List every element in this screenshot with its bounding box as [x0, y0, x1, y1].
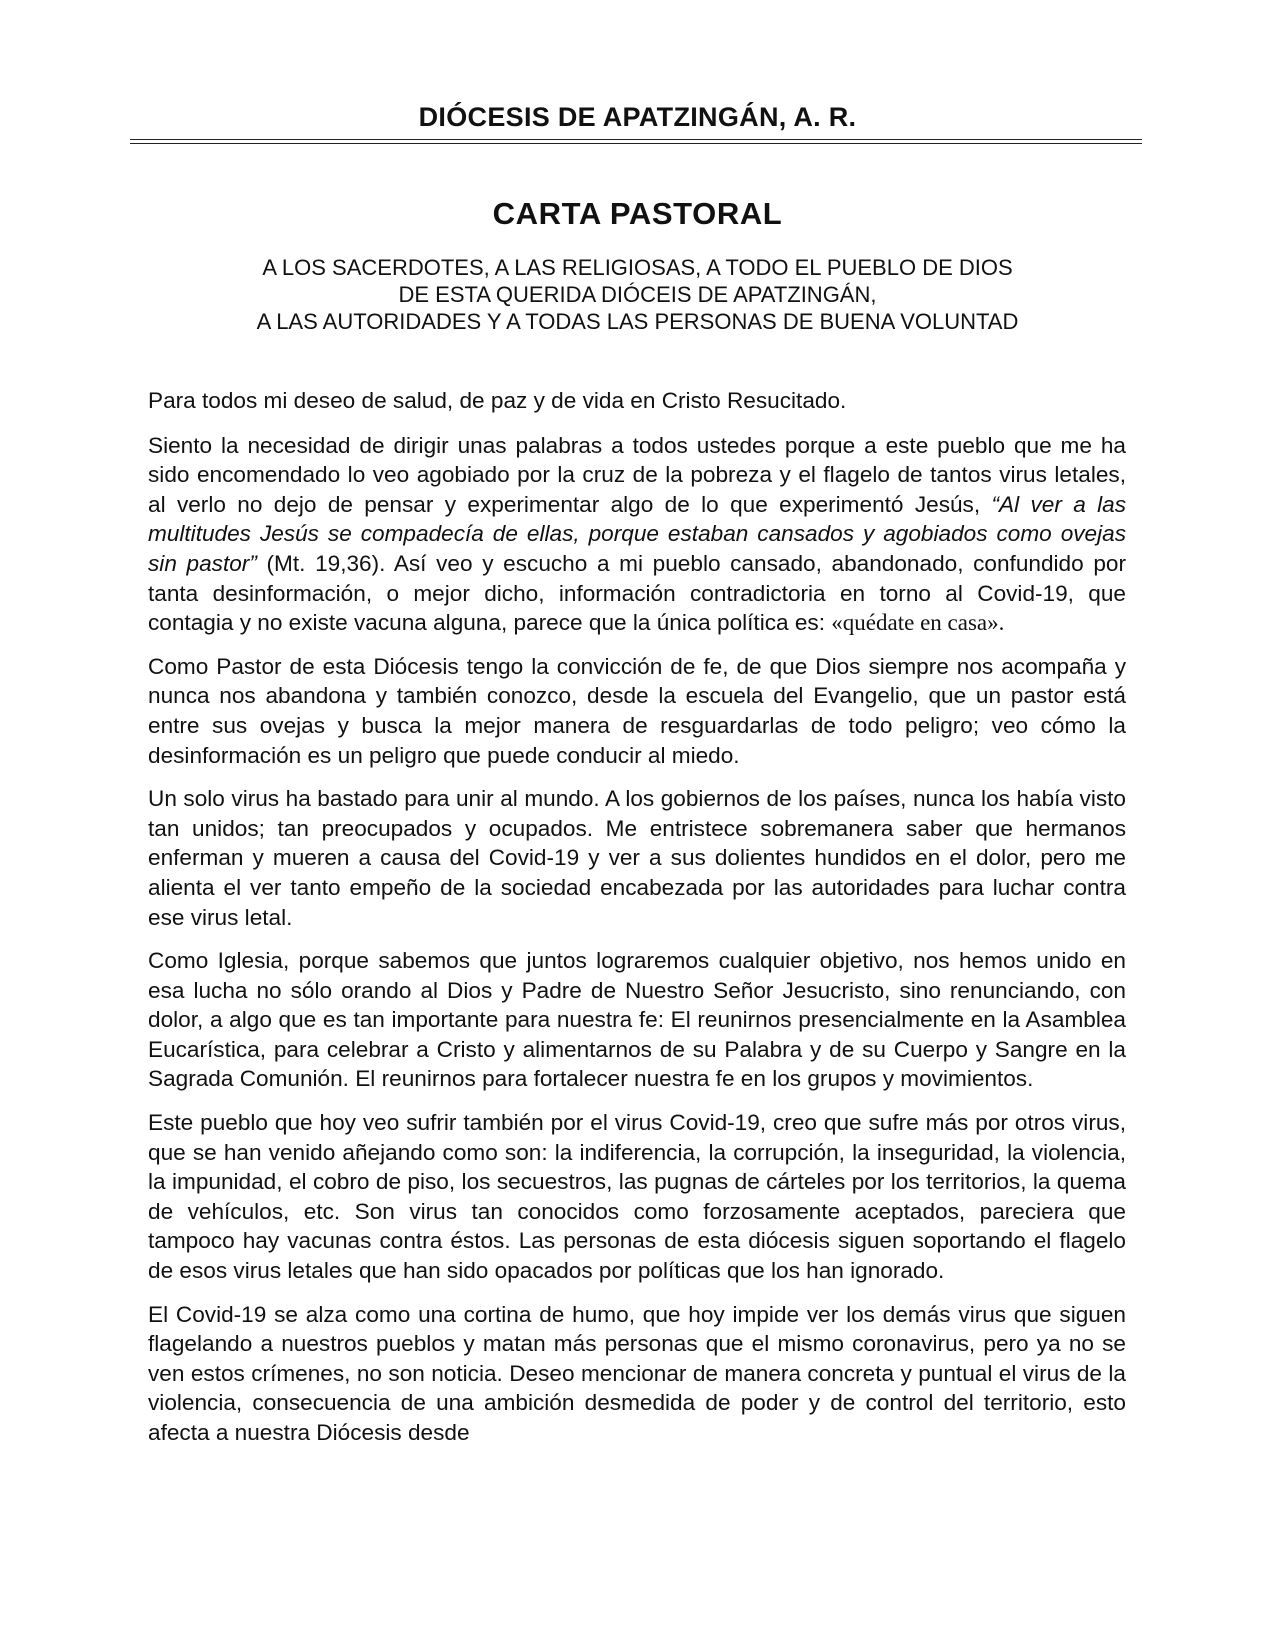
paragraph-1 — [148, 431, 1126, 638]
addressee-line-1: A LOS SACERDOTES, A LAS RELIGIOSAS, A TODO EL PUEBLO DE DIOS — [262, 255, 1013, 280]
addressee-line-3: A LAS AUTORIDADES Y A TODAS LAS PERSONAS DE BUENA VOLUNTAD — [256, 309, 1019, 334]
letter-body — [148, 386, 1126, 1462]
paragraph-4: Como Iglesia, porque sabemos que juntos lograremos cualquier objetivo, nos hemos unido en esa lucha no sólo orando al Dios y Padre de Nuestro Señor Jesucristo, sino renunciando, con dolor, a algo que es tan importante para nuestra fe: El reunirnos presencialmente en la Asamblea Eucarística, para celebrar a Cristo y alimentarnos de su Palabra y de su Cuerpo y Sangre en la Sagrada Comunión. El reunirnos para fortalecer nuestra fe en los grupos y movimientos. — [148, 948, 1126, 1092]
paragraph-2: Como Pastor de esta Diócesis tengo la convicción de fe, de que Dios siempre nos acompaña y nunca nos abandona y también conozco, desde la escuela del Evangelio, que un pastor está entre sus ovejas y busca la mejor manera de resguardarlas de todo peligro; veo cómo la desinformación es un peligro que puede conducir al miedo. — [148, 653, 1126, 768]
paragraph-3: Un solo virus ha bastado para unir al mundo. A los gobiernos de los países, nunca los había visto tan unidos; tan preocupados y ocupados. Me entristece sobremanera saber que hermanos enferman y mueren a causa del Covid-19 y ver a sus dolientes hundidos en el dolor, pero me alienta el ver tanto empeño de la sociedad encabezada por las autoridades para luchar contra ese virus letal. — [148, 786, 1126, 930]
document-title: CARTA PASTORAL — [492, 196, 783, 231]
heading-rule-bottom — [130, 143, 1142, 144]
heading-rule-top — [130, 139, 1142, 140]
addressee-line-2: DE ESTA QUERIDA DIÓCEIS DE APATZINGÁN, — [398, 282, 877, 307]
stay-home-phrase: «quédate en casa». — [831, 610, 1005, 636]
paragraph-5: Este pueblo que hoy veo sufrir también por el virus Covid-19, creo que sufre más por otros virus, que se han venido añejando como son: la indiferencia, la corrupción, la inseguridad, la violencia, la impunidad, el cobro de piso, los secuestros, las pugnas de cárteles por los territorios, la quema de vehículos, etc. Son virus tan conocidos como forzosamente aceptados, pareciera que tampoco hay vacunas contra éstos. Las personas de esta diócesis siguen soportando el flagelo de esos virus letales que han sido opacados por políticas que los han ignorado. — [148, 1110, 1126, 1284]
greeting-paragraph: Para todos mi deseo de salud, de paz y de vida en Cristo Resucitado. — [148, 388, 847, 413]
paragraph-1-continuation: (Mt. 19,36). Así veo y escucho a mi pueblo cansado, abandonado, confundido por tanta desinformación, o mejor dicho, información contradictoria en torno al Covid-19, que contagia y no existe vacuna alguna, parece que la única política es: — [148, 550, 1126, 636]
scripture-quote: “Al ver a las multitudes Jesús se compadecía de ellas, porque estaban cansados y agobiados como ovejas sin pastor” — [148, 491, 1126, 576]
addressee-block — [0, 254, 1275, 335]
paragraph-6: El Covid-19 se alza como una cortina de humo, que hoy impide ver los demás virus que siguen flagelando a nuestros pueblos y matan más personas que el mismo coronavirus, pero ya no se ven estos crímenes, no son noticia. Deseo mencionar de manera concreta y puntual el virus de la violencia, consecuencia de una ambición desmedida de poder y de control del territorio, esto afecta a nuestra Diócesis desde — [148, 1301, 1126, 1445]
paragraph-1-text: Siento la necesidad de dirigir unas palabras a todos ustedes porque a este pueblo que me ha sido encomendado lo veo agobiado por la cruz de la pobreza y el flagelo de tantos virus letales, al verlo no dejo de pensar y experimentar algo de lo que experimentó Jesús, — [148, 432, 1126, 517]
diocese-heading: DIÓCESIS DE APATZINGÁN, A. R. — [418, 102, 857, 132]
